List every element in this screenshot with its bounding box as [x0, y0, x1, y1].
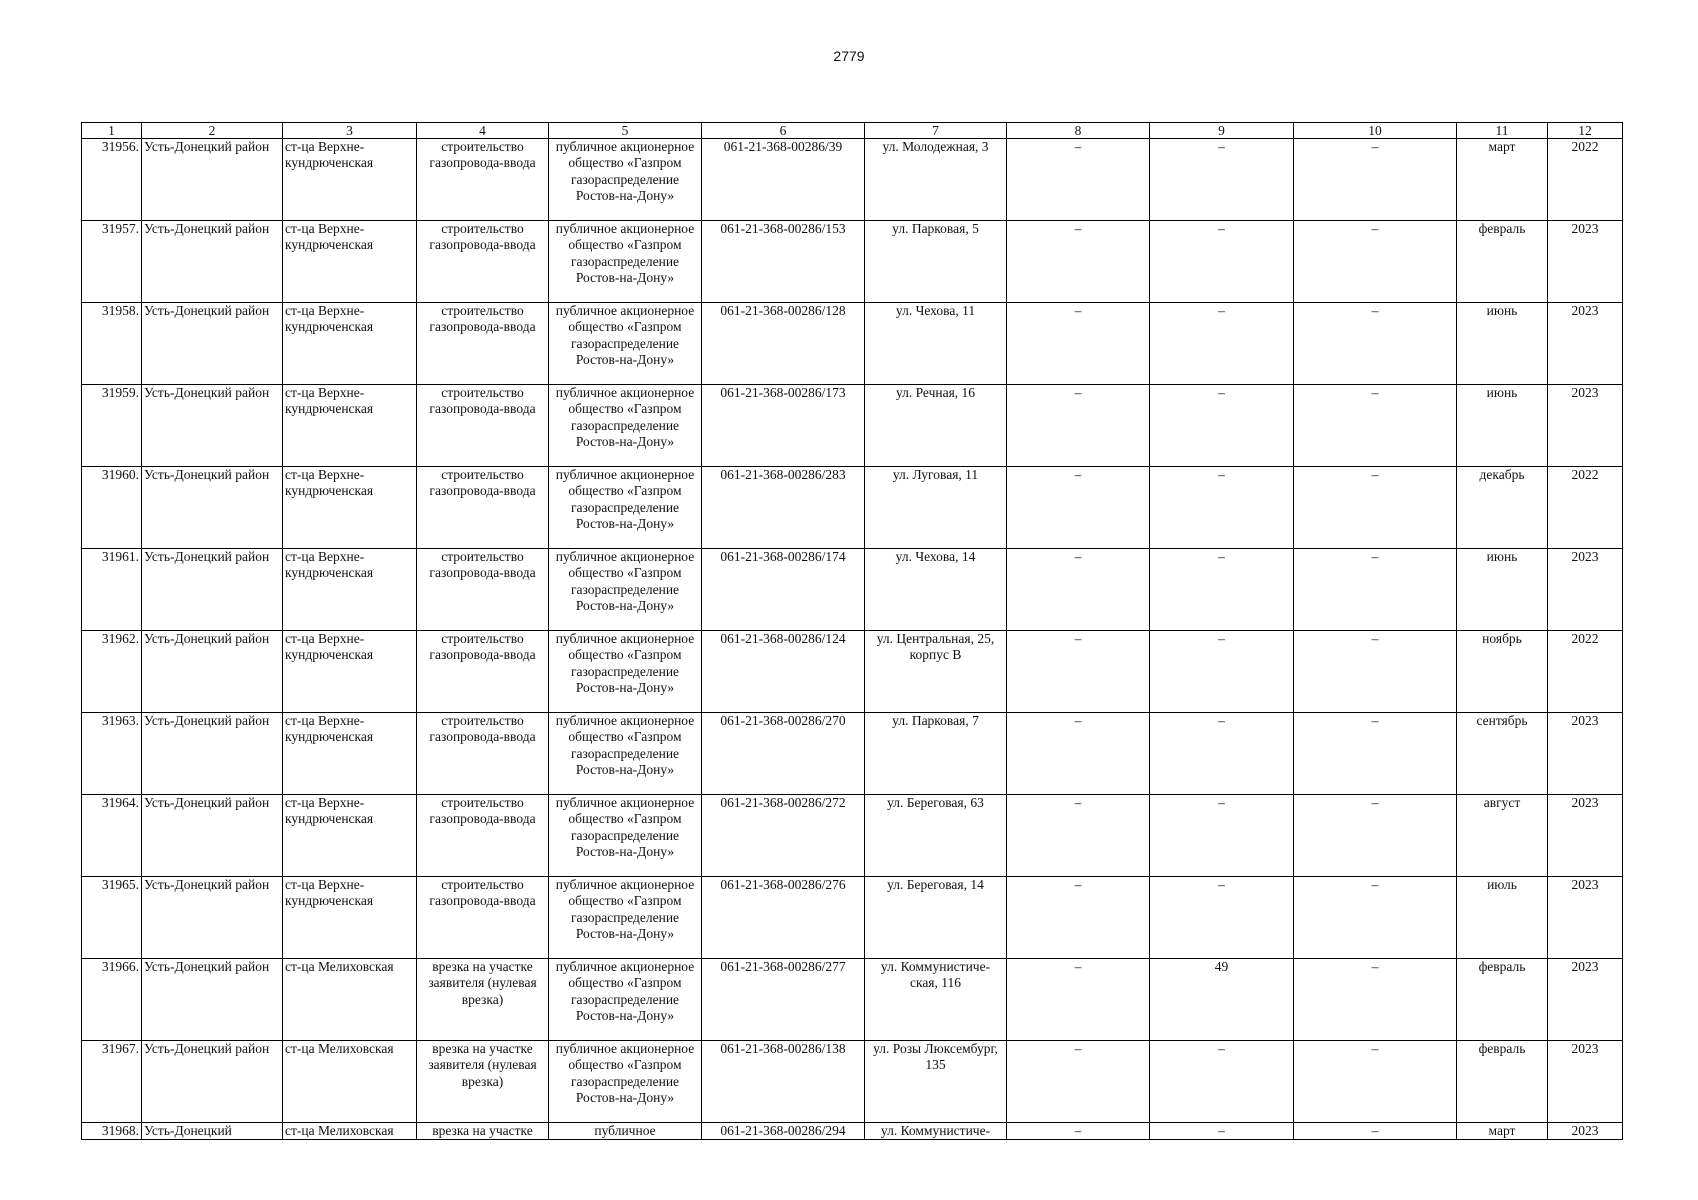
- organization-cell: публичное акционерное общество «Газпром газораспределение Ростов-на-Дону»: [549, 221, 702, 303]
- locality-cell: ст-ца Мелиховская: [283, 1041, 417, 1123]
- month-cell: август: [1457, 795, 1548, 877]
- registry-code-cell: 061-21-368-00286/276: [702, 877, 865, 959]
- column-8-cell: –: [1007, 713, 1150, 795]
- month-cell: февраль: [1457, 221, 1548, 303]
- locality-cell: ст-ца Верхне-кундрюченская: [283, 713, 417, 795]
- row-number-cell: 31961.: [82, 549, 142, 631]
- column-9-cell: –: [1150, 1123, 1294, 1140]
- column-header-12: 12: [1548, 123, 1623, 139]
- district-cell: Усть-Донецкий район: [142, 139, 283, 221]
- column-9-cell: –: [1150, 795, 1294, 877]
- year-cell: 2023: [1548, 221, 1623, 303]
- month-cell: декабрь: [1457, 467, 1548, 549]
- district-cell: Усть-Донецкий район: [142, 795, 283, 877]
- column-header-6: 6: [702, 123, 865, 139]
- column-9-cell: –: [1150, 467, 1294, 549]
- district-cell: Усть-Донецкий район: [142, 385, 283, 467]
- organization-cell: публичное акционерное общество «Газпром газораспределение Ростов-на-Дону»: [549, 959, 702, 1041]
- year-cell: 2023: [1548, 303, 1623, 385]
- locality-cell: ст-ца Верхне-кундрюченская: [283, 221, 417, 303]
- locality-cell: ст-ца Мелиховская: [283, 1123, 417, 1140]
- column-8-cell: –: [1007, 303, 1150, 385]
- column-9-cell: –: [1150, 385, 1294, 467]
- page-number: 2779: [833, 48, 865, 64]
- organization-cell: публичное акционерное общество «Газпром газораспределение Ростов-на-Дону»: [549, 139, 702, 221]
- district-cell: Усть-Донецкий район: [142, 549, 283, 631]
- month-cell: февраль: [1457, 1041, 1548, 1123]
- table-row: [82, 631, 1623, 713]
- registry-code-cell: 061-21-368-00286/294: [702, 1123, 865, 1140]
- registry-code-cell: 061-21-368-00286/272: [702, 795, 865, 877]
- column-10-cell: –: [1294, 549, 1457, 631]
- locality-cell: ст-ца Верхне-кундрюченская: [283, 139, 417, 221]
- registry-code-cell: 061-21-368-00286/39: [702, 139, 865, 221]
- registry-table: [81, 122, 1623, 1140]
- table-row: [82, 467, 1623, 549]
- year-cell: 2023: [1548, 959, 1623, 1041]
- address-cell: ул. Молодежная, 3: [865, 139, 1007, 221]
- column-8-cell: –: [1007, 385, 1150, 467]
- row-number-cell: 31967.: [82, 1041, 142, 1123]
- table-row: [82, 221, 1623, 303]
- row-number-cell: 31963.: [82, 713, 142, 795]
- column-10-cell: –: [1294, 959, 1457, 1041]
- row-number-cell: 31960.: [82, 467, 142, 549]
- month-cell: июнь: [1457, 549, 1548, 631]
- row-number-cell: 31957.: [82, 221, 142, 303]
- locality-cell: ст-ца Верхне-кундрюченская: [283, 877, 417, 959]
- table-row: [82, 303, 1623, 385]
- organization-cell: публичное акционерное общество «Газпром газораспределение Ростов-на-Дону»: [549, 631, 702, 713]
- district-cell: Усть-Донецкий район: [142, 1041, 283, 1123]
- registry-code-cell: 061-21-368-00286/270: [702, 713, 865, 795]
- year-cell: 2023: [1548, 795, 1623, 877]
- month-cell: июнь: [1457, 385, 1548, 467]
- work-type-cell: врезка на участке заявителя (нулевая врезка): [417, 1041, 549, 1123]
- column-9-cell: –: [1150, 631, 1294, 713]
- district-cell: Усть-Донецкий район: [142, 221, 283, 303]
- organization-cell: публичное акционерное общество «Газпром газораспределение Ростов-на-Дону»: [549, 549, 702, 631]
- column-10-cell: –: [1294, 631, 1457, 713]
- row-number-cell: 31964.: [82, 795, 142, 877]
- column-header-8: 8: [1007, 123, 1150, 139]
- address-cell: ул. Розы Люксембург, 135: [865, 1041, 1007, 1123]
- district-cell: Усть-Донецкий район: [142, 631, 283, 713]
- table-body: [82, 139, 1623, 1140]
- district-cell: Усть-Донецкий район: [142, 877, 283, 959]
- address-cell: ул. Чехова, 11: [865, 303, 1007, 385]
- column-10-cell: –: [1294, 385, 1457, 467]
- work-type-cell: строительство газопровода-ввода: [417, 139, 549, 221]
- column-9-cell: –: [1150, 549, 1294, 631]
- year-cell: 2022: [1548, 631, 1623, 713]
- organization-cell: публичное акционерное общество «Газпром газораспределение Ростов-на-Дону»: [549, 795, 702, 877]
- registry-code-cell: 061-21-368-00286/277: [702, 959, 865, 1041]
- year-cell: 2023: [1548, 1123, 1623, 1140]
- column-header-2: 2: [142, 123, 283, 139]
- address-cell: ул. Коммунистиче-ская, 116: [865, 959, 1007, 1041]
- column-8-cell: –: [1007, 139, 1150, 221]
- registry-code-cell: 061-21-368-00286/173: [702, 385, 865, 467]
- organization-cell: публичное акционерное общество «Газпром газораспределение Ростов-на-Дону»: [549, 303, 702, 385]
- organization-cell: публичное акционерное общество «Газпром газораспределение Ростов-на-Дону»: [549, 877, 702, 959]
- column-9-cell: –: [1150, 139, 1294, 221]
- work-type-cell: врезка на участке: [417, 1123, 549, 1140]
- locality-cell: ст-ца Верхне-кундрюченская: [283, 631, 417, 713]
- column-header-1: 1: [82, 123, 142, 139]
- table-row: [82, 385, 1623, 467]
- column-header-4: 4: [417, 123, 549, 139]
- column-header-7: 7: [865, 123, 1007, 139]
- registry-code-cell: 061-21-368-00286/124: [702, 631, 865, 713]
- column-8-cell: –: [1007, 631, 1150, 713]
- registry-code-cell: 061-21-368-00286/128: [702, 303, 865, 385]
- address-cell: ул. Парковая, 7: [865, 713, 1007, 795]
- column-9-cell: –: [1150, 877, 1294, 959]
- row-number-cell: 31958.: [82, 303, 142, 385]
- address-cell: ул. Парковая, 5: [865, 221, 1007, 303]
- locality-cell: ст-ца Верхне-кундрюченская: [283, 795, 417, 877]
- organization-cell: публичное акционерное общество «Газпром газораспределение Ростов-на-Дону»: [549, 713, 702, 795]
- row-number-cell: 31966.: [82, 959, 142, 1041]
- registry-code-cell: 061-21-368-00286/153: [702, 221, 865, 303]
- district-cell: Усть-Донецкий район: [142, 467, 283, 549]
- organization-cell: публичное акционерное общество «Газпром газораспределение Ростов-на-Дону»: [549, 467, 702, 549]
- column-9-cell: –: [1150, 1041, 1294, 1123]
- registry-code-cell: 061-21-368-00286/174: [702, 549, 865, 631]
- organization-cell: публичное акционерное общество «Газпром газораспределение Ростов-на-Дону»: [549, 1041, 702, 1123]
- locality-cell: ст-ца Верхне-кундрюченская: [283, 549, 417, 631]
- table-row: [82, 1041, 1623, 1123]
- year-cell: 2022: [1548, 139, 1623, 221]
- column-number-row: [82, 123, 1623, 139]
- month-cell: февраль: [1457, 959, 1548, 1041]
- work-type-cell: строительство газопровода-ввода: [417, 631, 549, 713]
- address-cell: ул. Центральная, 25, корпус В: [865, 631, 1007, 713]
- column-8-cell: –: [1007, 959, 1150, 1041]
- table-row: [82, 713, 1623, 795]
- column-header-10: 10: [1294, 123, 1457, 139]
- work-type-cell: строительство газопровода-ввода: [417, 385, 549, 467]
- address-cell: ул. Береговая, 63: [865, 795, 1007, 877]
- organization-cell: публичное: [549, 1123, 702, 1140]
- column-9-cell: –: [1150, 303, 1294, 385]
- row-number-cell: 31965.: [82, 877, 142, 959]
- year-cell: 2023: [1548, 385, 1623, 467]
- address-cell: ул. Луговая, 11: [865, 467, 1007, 549]
- table-row: [82, 959, 1623, 1041]
- column-8-cell: –: [1007, 467, 1150, 549]
- locality-cell: ст-ца Мелиховская: [283, 959, 417, 1041]
- locality-cell: ст-ца Верхне-кундрюченская: [283, 385, 417, 467]
- table-row: [82, 1123, 1623, 1140]
- column-10-cell: –: [1294, 467, 1457, 549]
- month-cell: ноябрь: [1457, 631, 1548, 713]
- table-header: [82, 123, 1623, 139]
- row-number-cell: 31962.: [82, 631, 142, 713]
- column-10-cell: –: [1294, 877, 1457, 959]
- column-8-cell: –: [1007, 549, 1150, 631]
- year-cell: 2023: [1548, 1041, 1623, 1123]
- address-cell: ул. Речная, 16: [865, 385, 1007, 467]
- column-9-cell: –: [1150, 713, 1294, 795]
- organization-cell: публичное акционерное общество «Газпром газораспределение Ростов-на-Дону»: [549, 385, 702, 467]
- column-8-cell: –: [1007, 221, 1150, 303]
- column-8-cell: –: [1007, 795, 1150, 877]
- column-10-cell: –: [1294, 139, 1457, 221]
- column-header-9: 9: [1150, 123, 1294, 139]
- column-10-cell: –: [1294, 795, 1457, 877]
- table-row: [82, 877, 1623, 959]
- table-row: [82, 139, 1623, 221]
- address-cell: ул. Коммунистиче-: [865, 1123, 1007, 1140]
- district-cell: Усть-Донецкий район: [142, 959, 283, 1041]
- work-type-cell: строительство газопровода-ввода: [417, 795, 549, 877]
- month-cell: сентябрь: [1457, 713, 1548, 795]
- work-type-cell: врезка на участке заявителя (нулевая врезка): [417, 959, 549, 1041]
- column-10-cell: –: [1294, 303, 1457, 385]
- column-header-3: 3: [283, 123, 417, 139]
- address-cell: ул. Береговая, 14: [865, 877, 1007, 959]
- year-cell: 2022: [1548, 467, 1623, 549]
- district-cell: Усть-Донецкий район: [142, 303, 283, 385]
- column-9-cell: 49: [1150, 959, 1294, 1041]
- registry-code-cell: 061-21-368-00286/283: [702, 467, 865, 549]
- work-type-cell: строительство газопровода-ввода: [417, 549, 549, 631]
- table-row: [82, 549, 1623, 631]
- work-type-cell: строительство газопровода-ввода: [417, 467, 549, 549]
- year-cell: 2023: [1548, 877, 1623, 959]
- row-number-cell: 31968.: [82, 1123, 142, 1140]
- address-cell: ул. Чехова, 14: [865, 549, 1007, 631]
- column-10-cell: –: [1294, 1041, 1457, 1123]
- table-row: [82, 795, 1623, 877]
- column-10-cell: –: [1294, 221, 1457, 303]
- work-type-cell: строительство газопровода-ввода: [417, 713, 549, 795]
- column-10-cell: –: [1294, 1123, 1457, 1140]
- year-cell: 2023: [1548, 713, 1623, 795]
- column-8-cell: –: [1007, 1123, 1150, 1140]
- row-number-cell: 31956.: [82, 139, 142, 221]
- column-10-cell: –: [1294, 713, 1457, 795]
- column-header-11: 11: [1457, 123, 1548, 139]
- work-type-cell: строительство газопровода-ввода: [417, 877, 549, 959]
- month-cell: март: [1457, 139, 1548, 221]
- locality-cell: ст-ца Верхне-кундрюченская: [283, 467, 417, 549]
- year-cell: 2023: [1548, 549, 1623, 631]
- locality-cell: ст-ца Верхне-кундрюченская: [283, 303, 417, 385]
- district-cell: Усть-Донецкий район: [142, 713, 283, 795]
- column-8-cell: –: [1007, 1041, 1150, 1123]
- work-type-cell: строительство газопровода-ввода: [417, 221, 549, 303]
- column-header-5: 5: [549, 123, 702, 139]
- month-cell: июнь: [1457, 303, 1548, 385]
- column-9-cell: –: [1150, 221, 1294, 303]
- month-cell: март: [1457, 1123, 1548, 1140]
- work-type-cell: строительство газопровода-ввода: [417, 303, 549, 385]
- registry-code-cell: 061-21-368-00286/138: [702, 1041, 865, 1123]
- month-cell: июль: [1457, 877, 1548, 959]
- district-cell: Усть-Донецкий: [142, 1123, 283, 1140]
- row-number-cell: 31959.: [82, 385, 142, 467]
- column-8-cell: –: [1007, 877, 1150, 959]
